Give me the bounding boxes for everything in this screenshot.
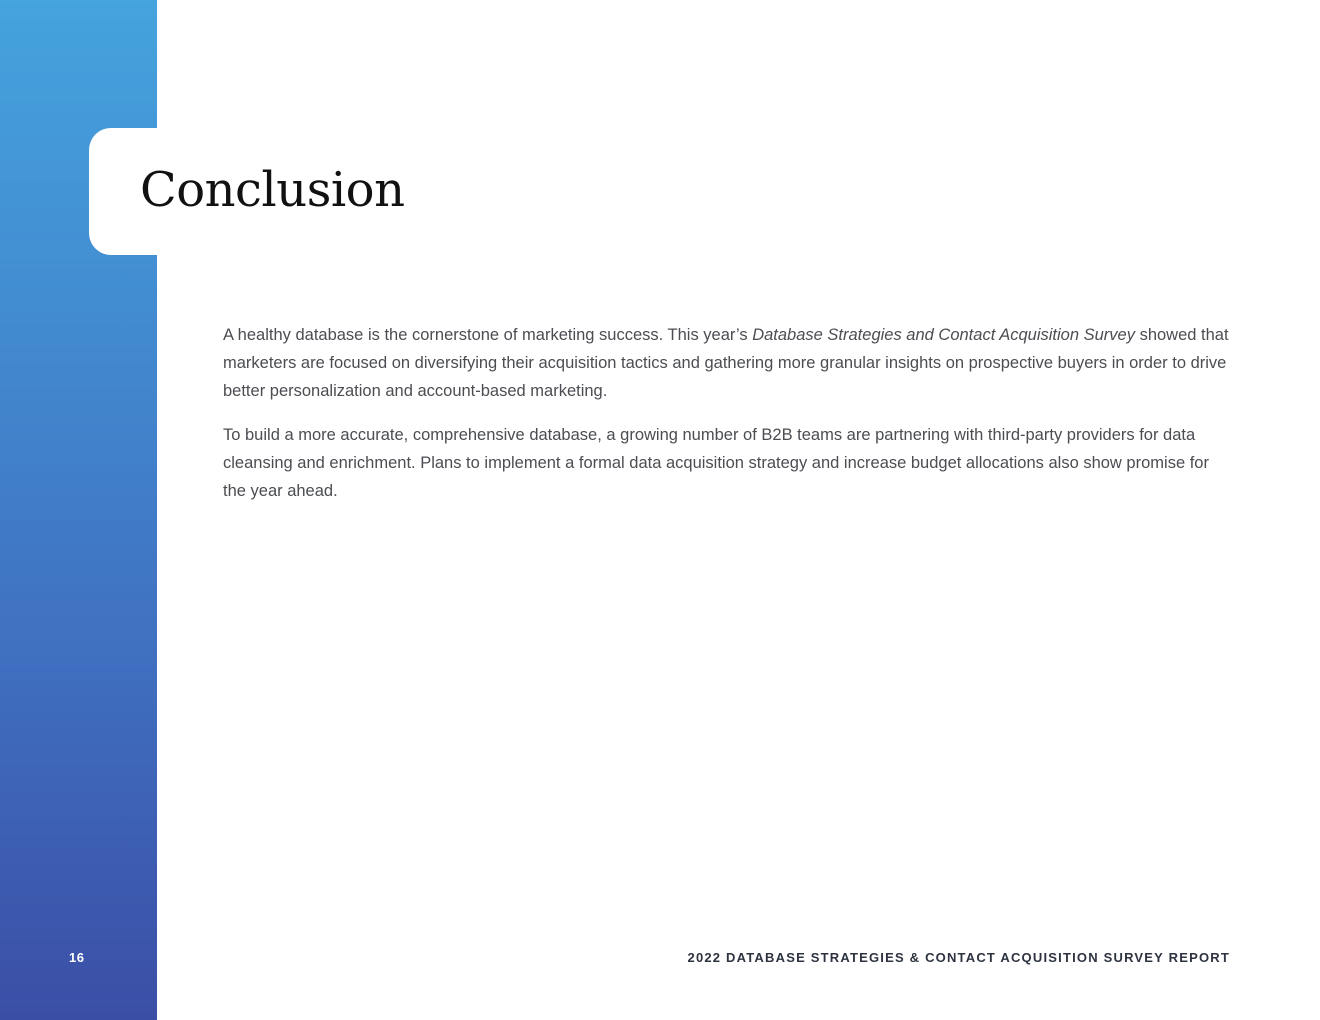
paragraph-1-intro: A healthy database is the cornerstone of marketing success. This year’s — [223, 326, 753, 344]
body-text — [223, 321, 1233, 521]
paragraph-2: To build a more accurate, comprehensive database, a growing number of B2B teams are partnering with third-party providers for data cleansing and enrichment. Plans to implement a formal data acquisition strategy and increase budget allocations also show promise for the year ahead. — [223, 426, 1209, 500]
survey-name-emphasis: Database Strategies and Contact Acquisition Survey — [752, 326, 1135, 344]
paragraph-1-rest: showed that marketers are focused on diversifying their acquisition tactics and gathering more granular insights on prospective buyers in order to drive better personalization and account-based marketing. — [223, 326, 1229, 400]
paragraph-1 — [223, 321, 1233, 405]
page-number: 16 — [69, 950, 85, 965]
page-title: Conclusion — [140, 162, 405, 218]
footer-report-title: 2022 DATABASE STRATEGIES & CONTACT ACQUISITION SURVEY REPORT — [687, 950, 1230, 965]
